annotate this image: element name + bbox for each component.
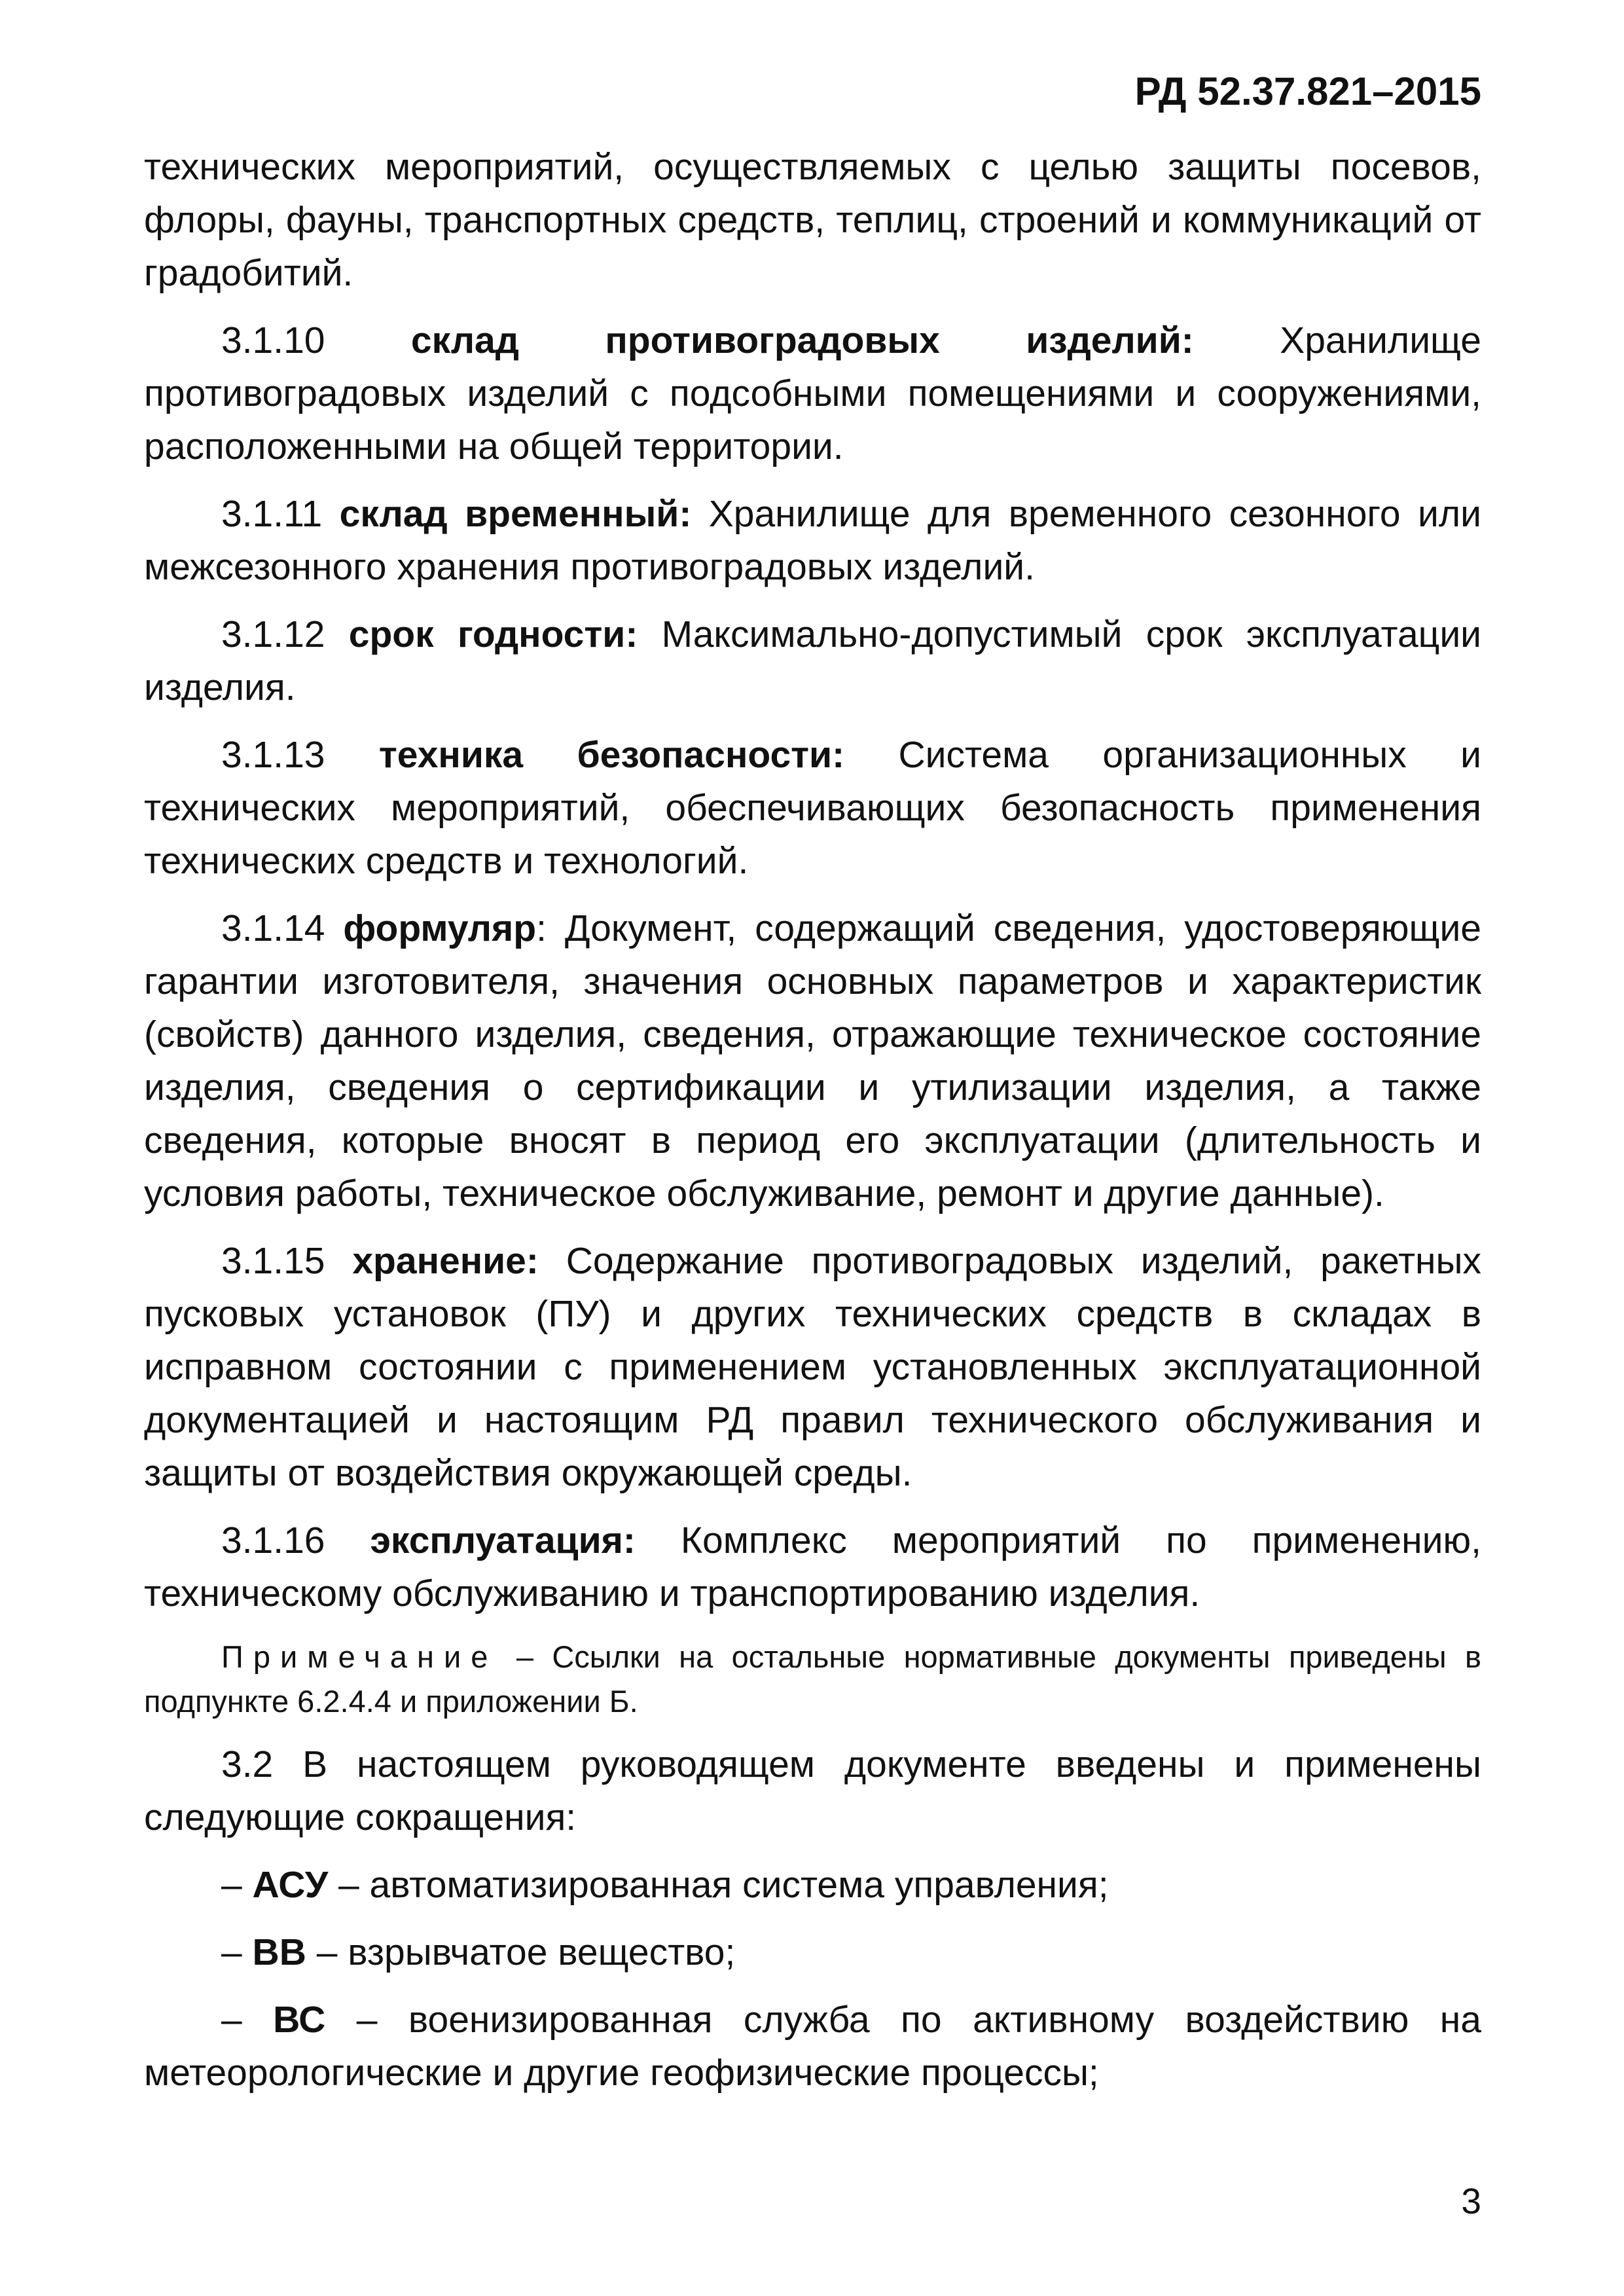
definition-3-1-16 xyxy=(144,1514,1481,1620)
definition-3-1-14 xyxy=(144,902,1481,1220)
term: техника безопасности: xyxy=(378,734,845,776)
clause-number: 3.1.12 xyxy=(221,613,349,655)
term: формуляр xyxy=(343,907,537,949)
term: хранение: xyxy=(352,1240,539,1282)
paragraph-text: технических мероприятий, осуществляемых с целью защиты посевов, флоры, фауны, транспортных средств, теплиц, строений и коммуникаций от градобитий. xyxy=(144,146,1481,294)
term: склад временный: xyxy=(339,493,692,535)
note-text: – Ссылки на остальные нормативные документы приведены в подпункте 6.2.4.4 и приложении Б. xyxy=(144,1639,1481,1719)
definition-text: Хранилище противоградовых изделий с подсобными помещениями и сооружениями, расположенными на общей территории. xyxy=(144,319,1481,467)
abbreviation: ВВ xyxy=(252,1931,306,1973)
clause-number: 3.1.15 xyxy=(221,1240,353,1282)
definition-3-1-11 xyxy=(144,488,1481,594)
term: эксплуатация: xyxy=(370,1520,636,1561)
abbreviation-text: – автоматизированная система управления; xyxy=(328,1864,1109,1906)
definition-3-1-12 xyxy=(144,608,1481,714)
term: срок годности: xyxy=(348,613,638,655)
document-code: РД 52.37.821–2015 xyxy=(1134,69,1481,113)
clause-number: 3.1.13 xyxy=(221,734,379,776)
abbreviations-intro-text: 3.2 В настоящем руководящем документе введены и применены следующие сокращения: xyxy=(144,1743,1481,1838)
clause-number: 3.1.14 xyxy=(221,907,344,949)
definition-text: Хранилище для временного сезонного или межсезонного хранения противоградовых изделий. xyxy=(144,493,1481,588)
abbreviation: АСУ xyxy=(252,1864,329,1906)
abbreviation-text: – взрывчатое вещество; xyxy=(306,1931,736,1973)
definition-text: Комплекс мероприятий по применению, техническому обслуживанию и транспортированию изделия. xyxy=(144,1520,1481,1614)
definition-3-1-10 xyxy=(144,314,1481,473)
abbreviation-item xyxy=(144,1859,1481,1912)
clause-number: 3.1.11 xyxy=(221,493,340,535)
abbreviation-item xyxy=(144,1926,1481,1979)
page-number: 3 xyxy=(1461,2181,1481,2221)
document-body xyxy=(144,141,1481,2114)
definition-text: Содержание противоградовых изделий, ракетных пусковых установок (ПУ) и других технических средств в складах в исправном состоянии с применением установленных эксплуатационной документацией и настоящим РД правил технического обслуживания и защиты от воздействия окружающей среды. xyxy=(144,1240,1482,1494)
definition-text: : Документ, содержащий сведения, удостоверяющие гарантии изготовителя, значения основных параметров и характеристик (свойств) данного изделия, сведения, отражающие техническое состояние изделия, сведения о сертификации и утилизации изделия, а также сведения, которые вносят в период его эксплуатации (длительность и условия работы, техническое обслуживание, ремонт и другие данные). xyxy=(144,907,1481,1214)
abbreviation-item xyxy=(144,1994,1481,2100)
abbreviation: ВС xyxy=(273,1999,326,2041)
list-dash: – xyxy=(221,1999,274,2041)
definition-3-1-13 xyxy=(144,729,1481,888)
note-label: Примечание xyxy=(221,1639,498,1674)
clause-number: 3.1.10 xyxy=(221,319,411,361)
clause-number: 3.1.16 xyxy=(221,1520,370,1561)
note xyxy=(144,1635,1481,1724)
list-dash: – xyxy=(221,1864,253,1906)
definition-text: Система организационных и технических мероприятий, обеспечивающих безопасность применения технических средств и технологий. xyxy=(144,734,1481,882)
definition-text: Максимально-допустимый срок эксплуатации изделия. xyxy=(144,613,1481,708)
abbreviations-intro xyxy=(144,1738,1481,1844)
definition-3-1-15 xyxy=(144,1235,1481,1500)
list-dash: – xyxy=(221,1931,253,1973)
abbreviation-text: – военизированная служба по активному воздействию на метеорологические и другие геофизические процессы; xyxy=(144,1999,1481,2094)
paragraph-continuation xyxy=(144,141,1481,300)
term: склад противоградовых изделий: xyxy=(410,319,1194,361)
